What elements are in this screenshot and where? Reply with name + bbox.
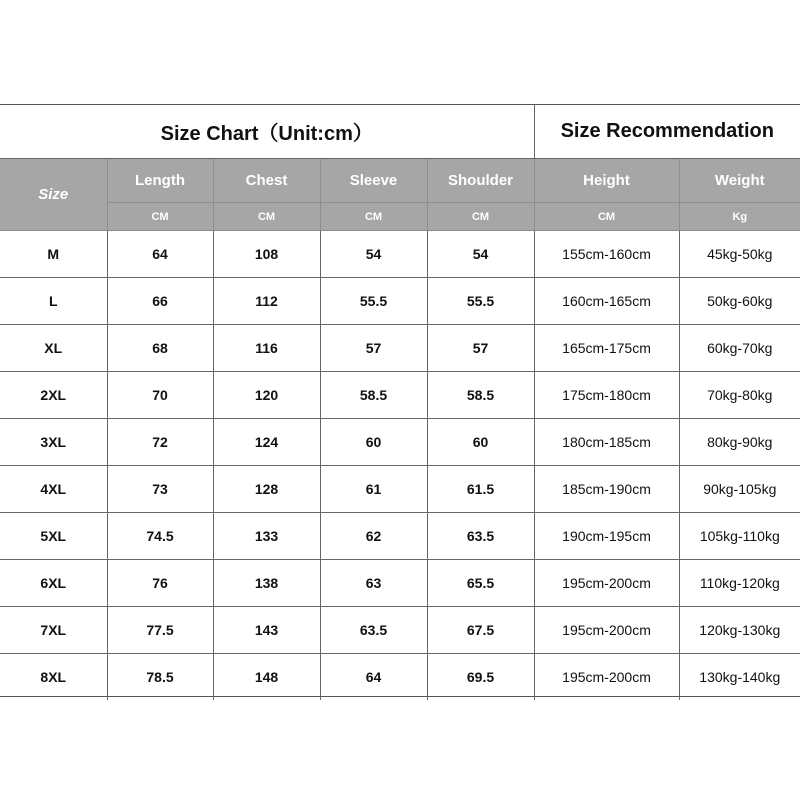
length-cell: 78.5 bbox=[107, 654, 213, 701]
sleeve-cell: 57 bbox=[320, 325, 427, 372]
column-header-shoulder: Shoulder bbox=[427, 159, 534, 203]
size-cell: XL bbox=[0, 325, 107, 372]
unit-length: CM bbox=[107, 203, 213, 231]
size-rows bbox=[0, 231, 800, 701]
shoulder-cell: 61.5 bbox=[427, 466, 534, 513]
size-cell: 5XL bbox=[0, 513, 107, 560]
column-header-row bbox=[0, 159, 800, 203]
length-cell: 74.5 bbox=[107, 513, 213, 560]
chest-cell: 108 bbox=[213, 231, 320, 278]
weight-cell: 60kg-70kg bbox=[679, 325, 800, 372]
sleeve-cell: 55.5 bbox=[320, 278, 427, 325]
height-cell: 195cm-200cm bbox=[534, 560, 679, 607]
shoulder-cell: 58.5 bbox=[427, 372, 534, 419]
size-recommendation-title: Size Recommendation bbox=[534, 105, 800, 159]
unit-row bbox=[0, 203, 800, 231]
sleeve-cell: 63.5 bbox=[320, 607, 427, 654]
shoulder-cell: 67.5 bbox=[427, 607, 534, 654]
column-header-sleeve: Sleeve bbox=[320, 159, 427, 203]
size-cell: 2XL bbox=[0, 372, 107, 419]
column-header-size: Size bbox=[0, 159, 107, 231]
unit-weight: Kg bbox=[679, 203, 800, 231]
weight-cell: 80kg-90kg bbox=[679, 419, 800, 466]
unit-sleeve: CM bbox=[320, 203, 427, 231]
height-cell: 185cm-190cm bbox=[534, 466, 679, 513]
length-cell: 76 bbox=[107, 560, 213, 607]
table-row bbox=[0, 513, 800, 560]
table-row bbox=[0, 560, 800, 607]
sleeve-cell: 60 bbox=[320, 419, 427, 466]
column-header-height: Height bbox=[534, 159, 679, 203]
chest-cell: 138 bbox=[213, 560, 320, 607]
table-row bbox=[0, 372, 800, 419]
chest-cell: 128 bbox=[213, 466, 320, 513]
chest-cell: 116 bbox=[213, 325, 320, 372]
shoulder-cell: 60 bbox=[427, 419, 534, 466]
table-row bbox=[0, 231, 800, 278]
size-cell: 6XL bbox=[0, 560, 107, 607]
height-cell: 160cm-165cm bbox=[534, 278, 679, 325]
weight-cell: 90kg-105kg bbox=[679, 466, 800, 513]
chest-cell: 120 bbox=[213, 372, 320, 419]
weight-cell: 50kg-60kg bbox=[679, 278, 800, 325]
length-cell: 66 bbox=[107, 278, 213, 325]
column-header-length: Length bbox=[107, 159, 213, 203]
shoulder-cell: 55.5 bbox=[427, 278, 534, 325]
table-row bbox=[0, 654, 800, 701]
size-cell: M bbox=[0, 231, 107, 278]
height-cell: 190cm-195cm bbox=[534, 513, 679, 560]
shoulder-cell: 54 bbox=[427, 231, 534, 278]
shoulder-cell: 57 bbox=[427, 325, 534, 372]
length-cell: 73 bbox=[107, 466, 213, 513]
height-cell: 195cm-200cm bbox=[534, 607, 679, 654]
size-cell: L bbox=[0, 278, 107, 325]
unit-height: CM bbox=[534, 203, 679, 231]
height-cell: 165cm-175cm bbox=[534, 325, 679, 372]
size-chart-title: Size Chart（Unit:cm） bbox=[0, 105, 534, 159]
sleeve-cell: 63 bbox=[320, 560, 427, 607]
title-row bbox=[0, 105, 800, 159]
height-cell: 180cm-185cm bbox=[534, 419, 679, 466]
weight-cell: 70kg-80kg bbox=[679, 372, 800, 419]
column-header-weight: Weight bbox=[679, 159, 800, 203]
weight-cell: 105kg-110kg bbox=[679, 513, 800, 560]
height-cell: 175cm-180cm bbox=[534, 372, 679, 419]
chest-cell: 112 bbox=[213, 278, 320, 325]
chest-cell: 148 bbox=[213, 654, 320, 701]
chest-cell: 143 bbox=[213, 607, 320, 654]
table-row bbox=[0, 466, 800, 513]
size-chart-table-container bbox=[0, 104, 800, 697]
weight-cell: 110kg-120kg bbox=[679, 560, 800, 607]
weight-cell: 120kg-130kg bbox=[679, 607, 800, 654]
sleeve-cell: 58.5 bbox=[320, 372, 427, 419]
sleeve-cell: 62 bbox=[320, 513, 427, 560]
weight-cell: 130kg-140kg bbox=[679, 654, 800, 701]
size-cell: 3XL bbox=[0, 419, 107, 466]
height-cell: 155cm-160cm bbox=[534, 231, 679, 278]
length-cell: 64 bbox=[107, 231, 213, 278]
unit-shoulder: CM bbox=[427, 203, 534, 231]
length-cell: 70 bbox=[107, 372, 213, 419]
length-cell: 68 bbox=[107, 325, 213, 372]
shoulder-cell: 69.5 bbox=[427, 654, 534, 701]
chest-cell: 133 bbox=[213, 513, 320, 560]
shoulder-cell: 63.5 bbox=[427, 513, 534, 560]
column-header-chest: Chest bbox=[213, 159, 320, 203]
size-cell: 4XL bbox=[0, 466, 107, 513]
chest-cell: 124 bbox=[213, 419, 320, 466]
size-chart-table bbox=[0, 105, 800, 700]
length-cell: 72 bbox=[107, 419, 213, 466]
size-cell: 8XL bbox=[0, 654, 107, 701]
height-cell: 195cm-200cm bbox=[534, 654, 679, 701]
table-row bbox=[0, 325, 800, 372]
length-cell: 77.5 bbox=[107, 607, 213, 654]
table-row bbox=[0, 278, 800, 325]
table-row bbox=[0, 419, 800, 466]
sleeve-cell: 54 bbox=[320, 231, 427, 278]
table-row bbox=[0, 607, 800, 654]
sleeve-cell: 64 bbox=[320, 654, 427, 701]
unit-chest: CM bbox=[213, 203, 320, 231]
size-cell: 7XL bbox=[0, 607, 107, 654]
shoulder-cell: 65.5 bbox=[427, 560, 534, 607]
sleeve-cell: 61 bbox=[320, 466, 427, 513]
weight-cell: 45kg-50kg bbox=[679, 231, 800, 278]
